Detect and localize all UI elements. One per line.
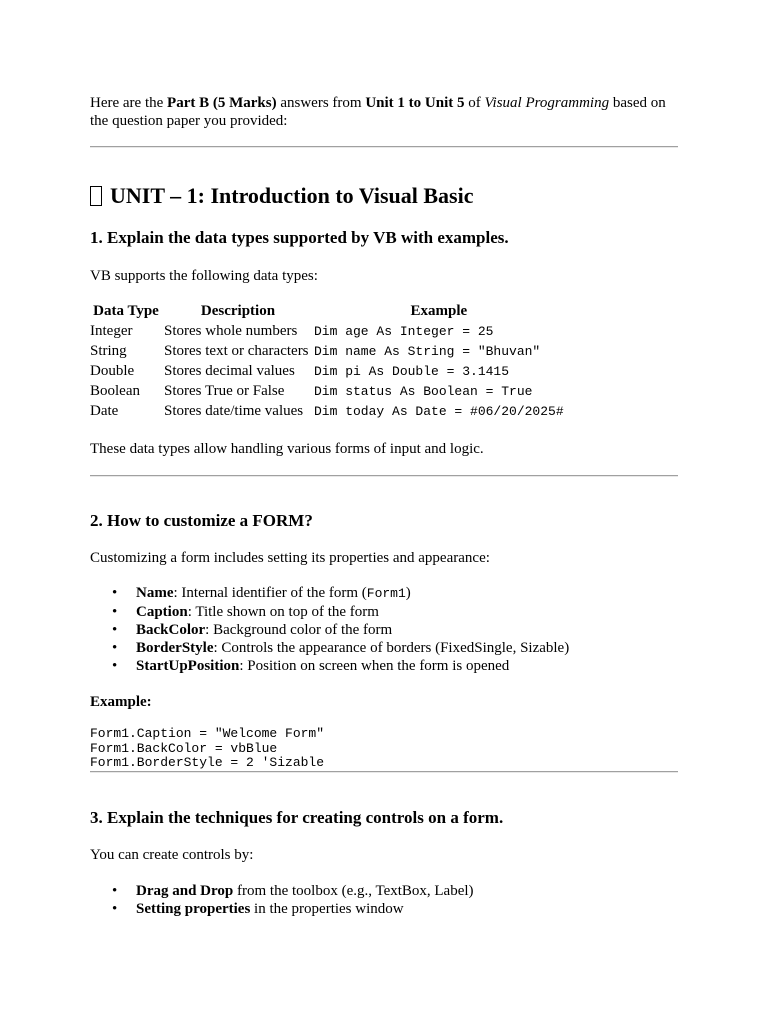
data-type-cell: Double xyxy=(90,362,135,379)
example-cell: Dim status As Boolean = True xyxy=(314,383,533,399)
list-item xyxy=(90,900,678,918)
inline-code: Form1 xyxy=(366,586,406,601)
property-name: StartUpPosition xyxy=(136,658,240,674)
data-type-cell: String xyxy=(90,342,127,359)
description-cell: Stores date/time values xyxy=(164,402,304,419)
property-description: : Controls the appearance of borders (FixedSingle, Sizable) xyxy=(213,640,570,656)
property-description: : Title shown on top of the form xyxy=(187,604,379,620)
divider xyxy=(90,771,678,773)
form-properties-list xyxy=(90,584,678,675)
code-block: Form1.Caption = "Welcome Form" Form1.BackColor = vbBlue Form1.BorderStyle = 2 'Sizable xyxy=(90,726,325,770)
technique-name: Setting properties xyxy=(136,901,251,917)
question-2-lead: Customizing a form includes setting its properties and appearance: xyxy=(90,550,490,566)
property-name: Caption xyxy=(136,604,188,620)
description-cell: Stores True or False xyxy=(164,382,285,399)
description-cell: Stores text or characters xyxy=(164,342,309,359)
table-row xyxy=(89,381,565,401)
list-item xyxy=(90,657,678,675)
property-description-end: ) xyxy=(405,585,411,601)
question-1-heading: 1. Explain the data types supported by VB with examples. xyxy=(90,228,509,247)
table-row xyxy=(89,341,565,361)
table-row xyxy=(89,401,565,421)
data-type-cell: Boolean xyxy=(90,382,140,399)
description-cell: Stores decimal values xyxy=(164,362,295,379)
list-item xyxy=(90,639,678,657)
property-description: : Position on screen when the form is opened xyxy=(239,658,510,674)
control-techniques-list xyxy=(90,882,678,918)
example-cell: Dim name As String = "Bhuvan" xyxy=(314,343,541,359)
list-item xyxy=(90,603,678,621)
intro-paragraph: Here are the Part B (5 Marks) answers from Unit 1 to Unit 5 of Visual Programming based on the question paper you provided: xyxy=(90,95,666,129)
question-1-closing: These data types allow handling various forms of input and logic. xyxy=(90,441,484,457)
data-types-table xyxy=(89,301,565,421)
missing-glyph-icon xyxy=(90,186,102,206)
list-item xyxy=(90,584,678,603)
list-item xyxy=(90,621,678,639)
example-cell: Dim age As Integer = 25 xyxy=(314,323,494,339)
property-name: Name xyxy=(136,585,174,601)
technique-description: in the properties window xyxy=(250,901,404,917)
description-cell: Stores whole numbers xyxy=(164,322,298,339)
example-label: Example: xyxy=(90,694,152,710)
technique-description: from the toolbox (e.g., TextBox, Label) xyxy=(233,883,474,899)
property-description: : Background color of the form xyxy=(205,622,393,638)
divider xyxy=(90,475,678,477)
question-2-heading: 2. How to customize a FORM? xyxy=(90,511,313,530)
example-cell: Dim pi As Double = 3.1415 xyxy=(314,363,510,379)
question-3-heading: 3. Explain the techniques for creating controls on a form. xyxy=(90,808,504,827)
table-header-row xyxy=(89,301,565,321)
unit-heading: UNIT – 1: Introduction to Visual Basic xyxy=(90,183,473,209)
divider xyxy=(90,146,678,148)
table-header-cell: Description xyxy=(200,302,276,319)
technique-name: Drag and Drop xyxy=(136,883,234,899)
question-1-lead: VB supports the following data types: xyxy=(90,268,318,284)
question-3-lead: You can create controls by: xyxy=(90,847,254,863)
data-type-cell: Date xyxy=(90,402,119,419)
table-row xyxy=(89,361,565,381)
example-cell: Dim today As Date = #06/20/2025# xyxy=(314,403,564,419)
property-name: BorderStyle xyxy=(136,640,214,656)
property-name: BackColor xyxy=(136,622,206,638)
data-type-cell: Integer xyxy=(90,322,133,339)
list-item xyxy=(90,882,678,900)
table-header-cell: Example xyxy=(410,302,468,319)
property-description: : Internal identifier of the form ( xyxy=(173,585,367,601)
table-header-cell: Data Type xyxy=(93,302,159,319)
table-row xyxy=(89,321,565,341)
